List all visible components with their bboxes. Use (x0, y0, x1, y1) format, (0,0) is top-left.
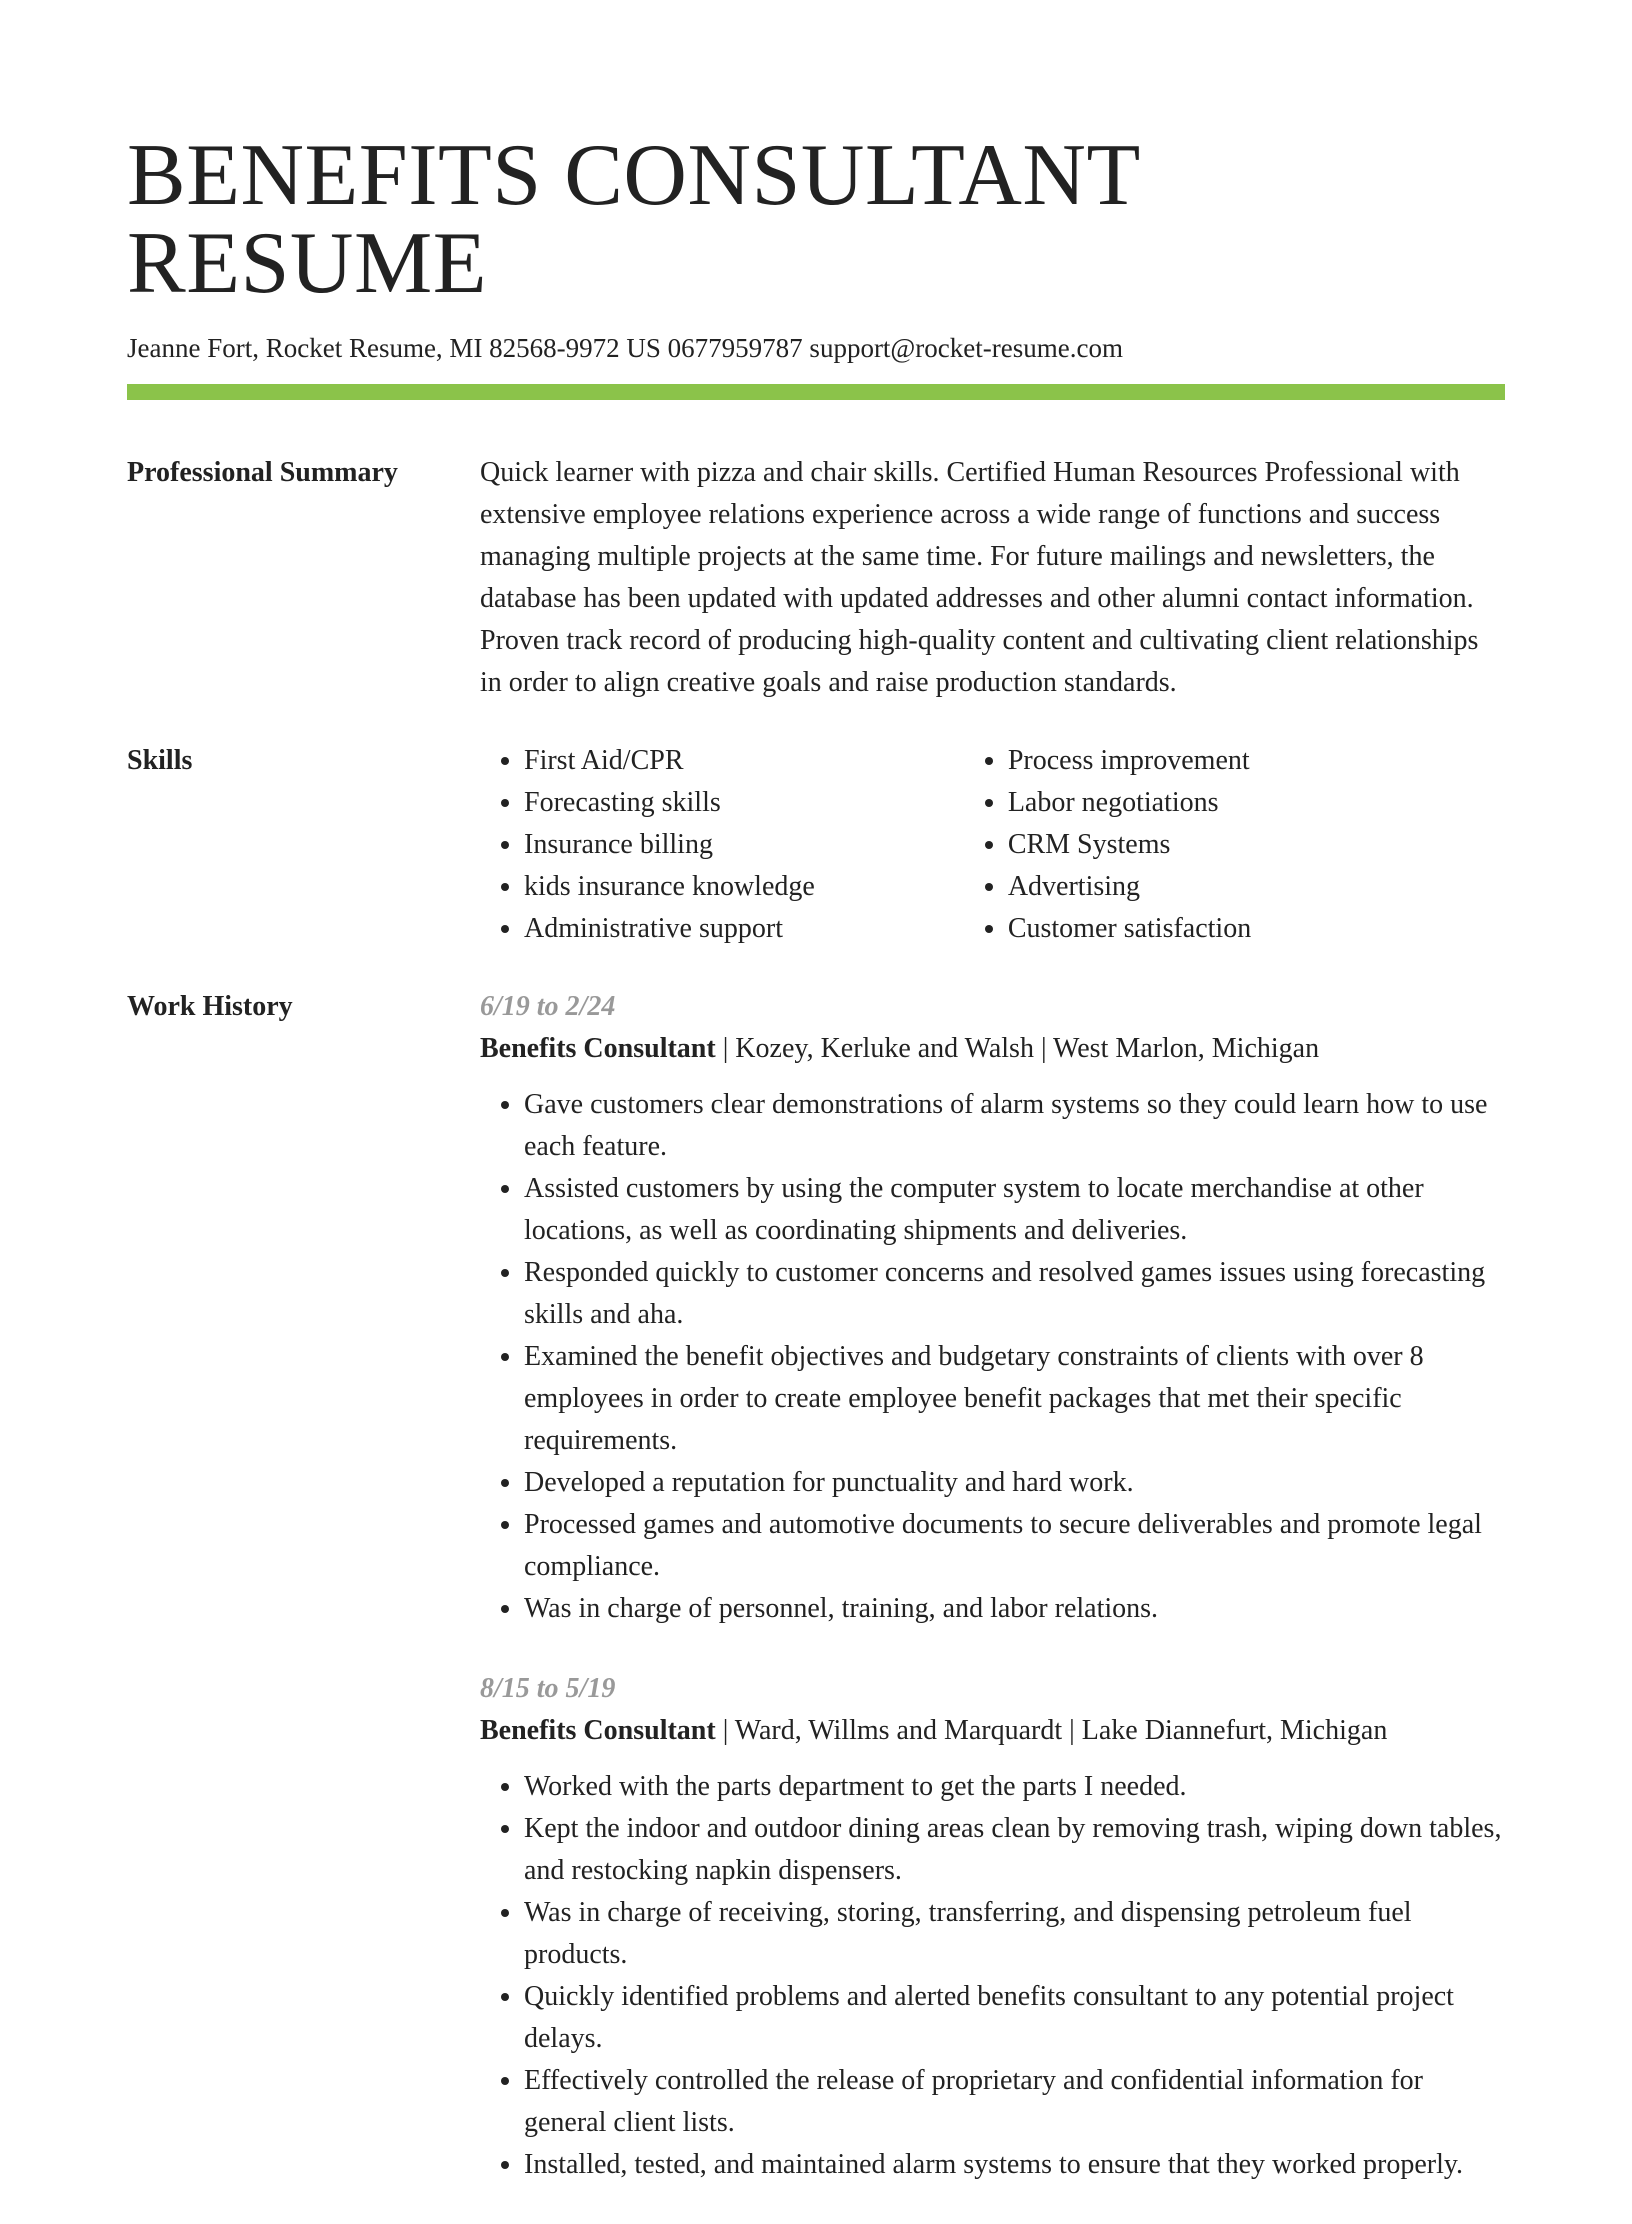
skills-section (127, 740, 1505, 950)
skill-item: • Administrative support (524, 908, 964, 950)
job-bullet: • Assisted customers by using the computer system to locate merchandise at other locations, as well as coordinating shipments and deliveries. (524, 1168, 1505, 1252)
job-bullet: • Responded quickly to customer concerns and resolved games issues using forecasting skills and aha. (524, 1252, 1505, 1336)
skills-label: Skills (127, 745, 193, 777)
job-bullet: • Worked with the parts department to get the parts I needed. (524, 1766, 1505, 1808)
skill-item: • Insurance billing (524, 824, 964, 866)
skill-item: • CRM Systems (1008, 824, 1505, 866)
summary-text: Quick learner with pizza and chair skills. Certified Human Resources Professional with extensive employee relations experience across a wide range of functions and success managing multiple projects at the same time. For future mailings and newsletters, the database has been updated with updated addresses and other alumni contact information. Proven track record of producing high-quality content and cultivating client relationships in order to align creative goals and raise production standards. (480, 457, 1479, 699)
skill-item: • Labor negotiations (1008, 782, 1505, 824)
job-entry (480, 986, 1505, 1630)
skills-list-left (480, 740, 964, 950)
job-bullet: • Quickly identified problems and alerted benefits consultant to any potential project delays. (524, 1976, 1505, 2060)
skill-item: • Customer satisfaction (1008, 908, 1505, 950)
job-bullet: • Examined the benefit objectives and budgetary constraints of clients with over 8 employees in order to create employee benefit packages that met their specific requirements. (524, 1336, 1505, 1462)
skill-item: • Forecasting skills (524, 782, 964, 824)
job-bullet: • Was in charge of receiving, storing, transferring, and dispensing petroleum fuel products. (524, 1892, 1505, 1976)
job-dates: 6/19 to 2/24 (480, 991, 616, 1023)
skills-list-right (964, 740, 1505, 950)
summary-label: Professional Summary (127, 457, 398, 489)
work-history-label: Work History (127, 991, 293, 1023)
skill-item: • Process improvement (1008, 740, 1505, 782)
job-title: Benefits Consultant (480, 1033, 716, 1065)
job-bullets (480, 1766, 1505, 2186)
job-bullet: • Developed a reputation for punctuality and hard work. (524, 1462, 1505, 1504)
contact-line: Jeanne Fort, Rocket Resume, MI 82568-9972 US 0677959787 support@rocket-resume.com (127, 333, 1123, 363)
skill-item: • Advertising (1008, 866, 1505, 908)
job-bullet: • Installed, tested, and maintained alarm systems to ensure that they worked properly. (524, 2144, 1505, 2186)
accent-divider (127, 384, 1505, 400)
skill-item: • First Aid/CPR (524, 740, 964, 782)
skills-body (480, 740, 1505, 950)
job-bullet: • Kept the indoor and outdoor dining areas clean by removing trash, wiping down tables, and restocking napkin dispensers. (524, 1808, 1505, 1892)
job-heading (480, 1028, 1505, 1070)
job-heading (480, 1710, 1505, 1752)
work-history-body (480, 986, 1505, 2224)
job-bullet: • Gave customers clear demonstrations of alarm systems so they could learn how to use each feature. (524, 1084, 1505, 1168)
job-title: Benefits Consultant (480, 1715, 716, 1747)
job-bullet: • Was in charge of personnel, training, and labor relations. (524, 1588, 1505, 1630)
summary-body (480, 452, 1505, 704)
job-bullet: • Effectively controlled the release of proprietary and confidential information for general client lists. (524, 2060, 1505, 2144)
resume-title: BENEFITS CONSULTANT RESUME (127, 127, 1140, 312)
job-bullets (480, 1084, 1505, 1630)
work-history-section (127, 986, 1505, 2224)
job-details: | Ward, Willms and Marquardt | Lake Diannefurt, Michigan (715, 1715, 1388, 1747)
job-details: | Kozey, Kerluke and Walsh | West Marlon, Michigan (715, 1033, 1320, 1065)
summary-section (127, 452, 1505, 704)
job-bullet: • Processed games and automotive documents to secure deliverables and promote legal compliance. (524, 1504, 1505, 1588)
job-dates: 8/15 to 5/19 (480, 1673, 616, 1705)
skill-item: • kids insurance knowledge (524, 866, 964, 908)
job-entry (480, 1668, 1505, 2186)
